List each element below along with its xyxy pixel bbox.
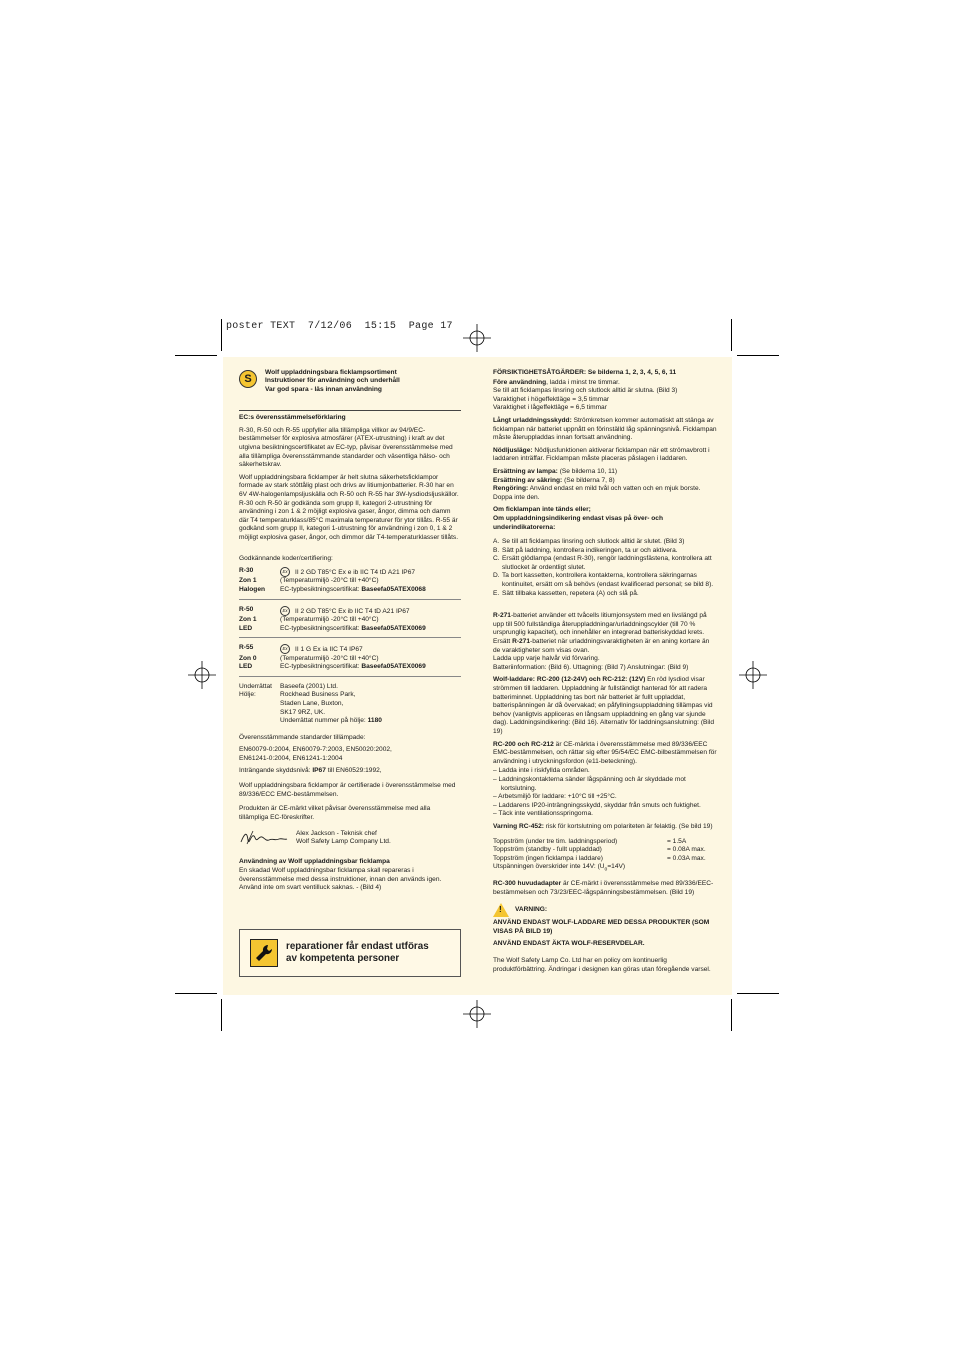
standards-label: Överensstämmande standarder tillämpade: [239,733,366,741]
text-line: Varaktighet i lågeffektläge = 6,5 timmar [493,404,607,412]
crop-mark [175,993,217,994]
list-item: D. Ta bort kassetten, kontrollera kontakterna, kontrollera säkringarnas kontinuitet, ersätt om så behövs (endast kvalificerad personal; se bild 8). [493,572,714,589]
address-line: Staden Lane, Buxton, [280,699,344,707]
spec-value: = 1.5A [667,837,687,845]
document-page [223,357,732,995]
repair-line: reparationer får endast utföras [286,941,429,952]
rc300-paragraph: RC-300 huvudadapter är CE-märkt i överensstämmelse med 89/336/EEC-bestämmelsen och 73/23/EEC-lågspänningsbestämmelsen. (Bild 19) [493,880,714,896]
certificate: EC-typbesiktningscertifikat: Baseefa05ATEX0068 [280,586,426,594]
notified-value: Baseefa (2001) Ltd. [280,682,338,690]
text-line: Se till att ficklampas linsring och slutlock alltid är slutna. (Bild 3) [493,387,678,395]
troubleshoot-title: Om ficklampan inte tänds eller; [493,506,591,514]
use-paragraph: En skadad Wolf uppladdningsbar ficklampa skall repareras i överensstämmelse med dessa instruktioner, innan den används igen. Använd inte om svart ventilluck saknas. - (Bild 4) [239,867,442,892]
header-text [265,369,400,394]
divider [239,637,461,638]
repair-notice-text [286,941,429,965]
temperature-range: (Temperaturmiljö -20°C till +40°C) [280,616,379,623]
warning-line: ANVÄND ENDAST ÄKTA WOLF-RESERVDELAR. [493,939,645,947]
ex-icon: Ex [280,567,290,577]
section-title: EC:s överensstämmelseförklaring [239,414,346,422]
ex-icon: Ex [280,644,290,654]
temperature-range: (Temperaturmiljö -20°C till +40°C) [280,654,379,662]
model-label: R-55 [239,644,254,652]
print-slug: poster TEXT 7/12/06 15:15 Page 17 [226,321,453,332]
list-item: – Ladda inte i riskfyllda områden. [493,767,590,775]
cleaning: Rengöring: Använd endast en mild tvål och vatten och en mjuk borste. Doppa inte den. [493,485,701,501]
text-line: Ladda upp varje halvår vid förvaring. [493,655,600,663]
registration-mark-icon [463,324,491,352]
spec-label: Toppström (under tre tim. laddningsperiod) [493,837,618,845]
list-item: A. Se till att ficklampas linsring och slutlock alltid är slutet. (Bild 3) [493,538,685,546]
model-code: Ex II 1 G Ex ia IIC T4 IP67 [280,644,461,654]
text-line: Batteriinformation: (Bild 6). Uttagning: (Bild 7) Anslutningar: (Bild 9) [493,663,689,671]
divider [239,599,461,600]
language-badge: S [239,370,257,388]
right-column [493,369,717,978]
registration-mark-icon [739,661,767,689]
section-rule [239,410,461,411]
crop-mark [737,993,779,994]
before-use: Före användning, ladda i minst tre timmar. [493,378,620,386]
list-item: – Laddarens IP20-inträngningsskydd, skyddar från smuts och fuktighet. [493,801,701,809]
lamp-replacement: Ersättning av lampa: (Se bilderna 10, 11) [493,467,618,475]
notified-number: Underrättat nummer på hölje: 1180 [280,717,382,725]
registration-mark-icon [188,661,216,689]
list-item: – Täck inte ventilationsspringorna. [493,810,593,818]
precautions-title: FÖRSIKTIGHETSÅTGÄRDER: Se bilderna 1, 2, 3, 4, 5, 6, 11 [493,369,677,376]
rc-paragraph: RC-200 och RC-212 är CE-märkta i överensstämmelse med 89/336/EEC EMC-bestämmelsen, och rättar sig efter 95/54/EC EMC-bilbestämmelsen för användning i utryckningsfordon (e11-beteckning). [493,740,717,765]
divider [239,676,461,677]
crop-mark [737,355,779,356]
address-line: SK17 9RZ, UK. [280,708,326,716]
current-specs [493,838,717,864]
zone-label: Zon 1 [239,577,257,585]
emergency-mode: Nödljusläge: Nödljusfunktionen aktiverar ficklampan när ett strömavbrott i laddaren inträffar. Ficklampan måste placeras påslagen i laddaren. [493,446,710,463]
header-line: Var god spara - läs innan användning [265,385,382,393]
ec-paragraph: R-30, R-50 och R-55 uppfyller alla tillämpliga villkor av 94/9/EC-bestämmelser för explosiva atmosfärer (ATEX-utrustning) i kraft av det utgivna besiktningscertifikatet av EC-typ, påvisar överensstämmelse med alla tillämpliga överensstämmande standarder och väsentliga hälso- och säkerhetskrav. [239,426,453,469]
crop-mark [221,319,222,351]
document-header [239,369,461,394]
text-line: Varaktighet i högeffektläge = 3,5 timmar [493,395,610,403]
battery-paragraph: R-271-batteriet använder ett tvåcells litiumjonsystem med en livslängd på upp till 500 fullständiga återuppladdningar/urladdningscykler (till 70 % ursprunglig kapacitet), och innehåller en integrerad batteriskyddad krets. Ersätt R-271-batteriet när urladdningsvaraktigheten är en aning kortare än de varaktigheter som visas ovan. [493,612,710,654]
left-column [239,369,461,897]
model-code: Ex II 2 GD T85°C Ex ib IIC T4 tD A21 IP67 [280,606,461,616]
spec-value: = 0.03A max. [667,854,706,862]
holje-label: Hölje: [239,691,256,699]
source-label: Halogen [239,586,266,594]
spec-label: Toppström (ingen ficklampa i laddare) [493,854,603,862]
codes-label: Godkännande koder/certifiering: [239,554,333,562]
list-item: – Arbetsmiljö för laddare: +10°C till +25°C. [493,793,617,801]
standards-list [239,746,461,763]
output-voltage: Utspänningen överskrider inte 14V: $(U_o=14V)$ [493,863,626,873]
certificate: EC-typbesiktningscertifikat: Baseefa05ATEX0069 [280,624,426,632]
signatory-company: Wolf Safety Lamp Company Ltd. [296,838,391,846]
section-title: Användning av Wolf uppladdningsbar ficklampa [239,858,390,866]
certificate: EC-typbesiktningscertifikat: Baseefa05ATEX0069 [280,663,426,671]
crop-mark [221,999,222,1031]
low-discharge: Långt urladdningsskydd: Strömkretsen kommer automatiskt att stänga av ficklampan när batteriet uppnått en förinställd låg spänningsnivå. Ficklampan måste återuppladdas innan fortsatt användning. [493,416,717,442]
crop-mark [731,319,732,351]
emc-paragraph: Wolf uppladdningsbara ficklampor är certifierade i överensstämmelse med 89/336/ECC EMC-bestämmelsen. [239,782,456,798]
zone-label: Zon 1 [239,616,257,623]
ec-paragraph: Wolf uppladdningsbara ficklamper är helt slutna säkerhetsficklampor formade av stark stöttålig plast och drivs av litiumjonbatterier. R-30 har en 6V 4W-halogenlampsljuskälla och R-50 och R-55 har 3W-lysdiodsljuskällor. R-30 och R-50 är godkända som grupp II, kategori 2-utrustning för användning i zon 1 & 2 möjligt explosiva gaser, ångor, dimma och damm där T4 temperaturklass/85°C maximala temperaturer för ytor tillåts. R-55 är godkänd som grupp II, kategori 1-utrustning för användning i zon 0, 1 & 2 möjligt explosiva gaser, ångor, och dimmor där T4-temperaturklasser tillåts. [239,473,459,541]
charger-paragraph: Wolf-laddare: RC-200 (12-24V) och RC-212: (12V) En röd lysdiod visar strömmen till laddaren. Uppladdning är fullständigt hanterad för att radera batteriminnet. Uppladdning tas bort när batteriet är fullt uppladdat, batterispänningen är då övervakad; en påfyllningsuppladdning tillämpas vid behov (vanligtvis appliceras en långsam uppladdning en gång var sjunde dag). Laddningsindikering: (Bild 16). Alternativ för laddningsanslutning: (Bild 19) [493,676,715,735]
list-item: B. Sätt på laddning, kontrollera indikeringen, ta ur och aktivera. [493,546,678,554]
address-line: Rockhead Business Park, [280,691,356,699]
crop-mark [175,355,217,356]
signature-icon [239,828,289,848]
standard-line: EN61241-0:2004, EN61241-1:2004 [239,754,343,762]
standard-line: EN60079-0:2004, EN60079-7:2003, EN50020:2002, [239,746,392,754]
fuse-replacement: Ersättning av säkring: (Se bilderna 7, 8) [493,476,615,484]
model-code: Ex II 2 GD T85°C Ex e ib IIC T4 tD A21 IP67 [280,567,461,577]
troubleshoot-title: Om uppladdningsindikering endast visas på över- och underindikatorerna: [493,514,664,531]
model-label: R-30 [239,567,254,575]
rc452-warning: Varning RC-452: risk för kortslutning om polariteten är felaktig. (Se bild 19) [493,822,713,830]
repair-notice [239,929,461,977]
source-label: LED [239,663,253,671]
warning-header [493,903,717,917]
source-label: LED [239,624,253,632]
troubleshoot-steps [493,538,717,598]
wrench-icon [250,939,278,967]
zone-label: Zon 0 [239,654,257,662]
notified-body [239,683,461,726]
spec-value: = 0.08A max. [667,846,706,854]
model-block [239,644,461,672]
header-line: Instruktioner för användning och underhåll [265,377,400,385]
warning-line: ANVÄND ENDAST WOLF-LADDARE MED DESSA PRODUKTER (SOM VISAS PÅ BILD 19) [493,919,710,935]
list-item: C. Ersätt glödlampa (endast R-30), rengör laddningsfästena, kontrollera att slutlocket är ordentligt slutet. [493,555,712,571]
notified-label: Underrättat [239,682,272,690]
list-item: E. Sätt tillbaka kassetten, repetera (A) och slå på. [493,589,639,597]
ex-icon: Ex [280,606,290,616]
crop-mark [731,999,732,1031]
header-line: Wolf uppladdningsbara ficklampsortiment [265,369,397,376]
warning-icon: ! [493,903,509,917]
charger-notes [493,767,717,819]
signatory-name: Alex Jackson - Teknisk chef [296,829,377,837]
list-item: – Laddningskontakterna sänder lågspänning och är skyddade mot kortslutning. [493,775,686,792]
temperature-range: (Temperaturmiljö -20°C till +40°C) [280,577,379,585]
policy-paragraph: The Wolf Safety Lamp Co. Ltd har en policy om kontinuerlig produktförbättring. Ändringar i designen kan göras utan föregående varsel. [493,957,711,973]
spec-label: Toppström (standby - fullt uppladdad) [493,846,602,854]
ce-paragraph: Produkten är CE-märkt vilket påvisar överensstämmelse med alla tillämpliga EC-föreskrifter. [239,805,431,821]
model-block [239,567,461,595]
repair-line: av kompetenta personer [286,953,400,964]
model-label: R-50 [239,605,254,613]
signature-block [239,828,461,848]
registration-mark-icon [463,1000,491,1028]
ip-rating: Inträngande skyddsnivå: IP67 till EN60529:1992, [239,767,382,775]
model-block [239,606,461,634]
warning-title: VARNING: [515,906,548,914]
